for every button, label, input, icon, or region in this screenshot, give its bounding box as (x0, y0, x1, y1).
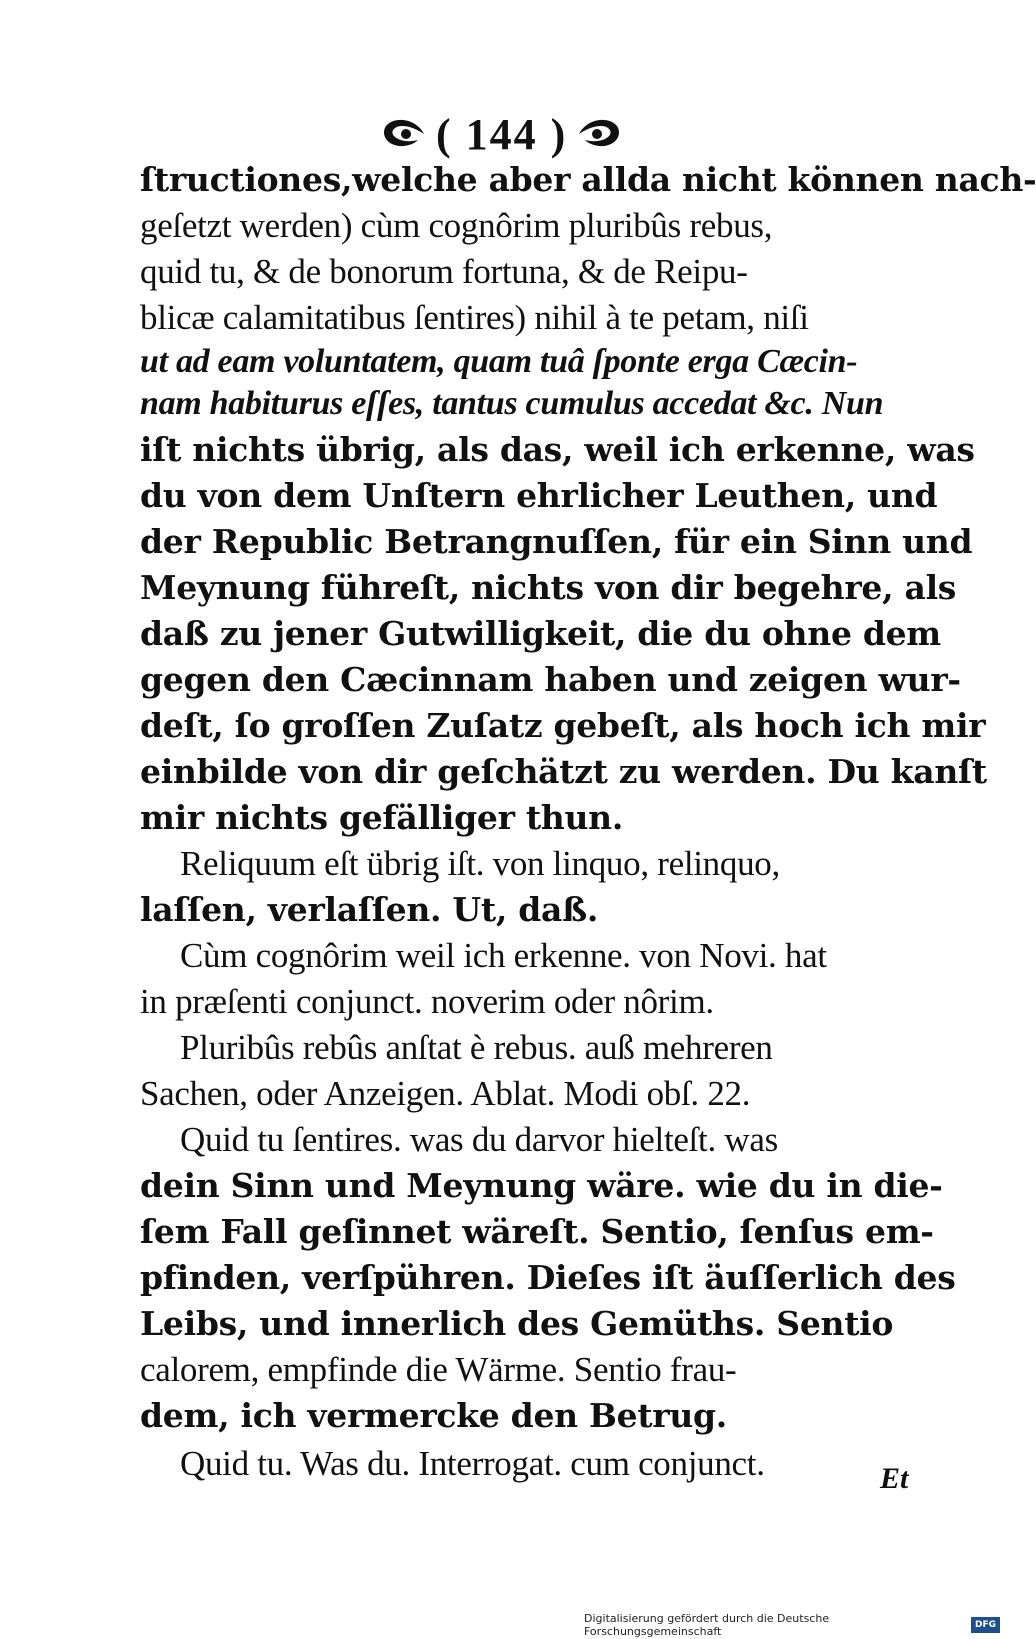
gloss-line: ſem Fall geſinnet wäreſt. Sentio, ſenſus em- (140, 1212, 934, 1251)
gloss-line: in præſenti conjunct. noverim oder nôrim. (140, 982, 714, 1021)
page-header (380, 108, 623, 160)
text-line: du von dem Unſtern ehrlicher Leuthen, und (140, 476, 938, 515)
gloss-line: pfinden, verſpühren. Dieſes iſt äuſſerlich des (140, 1258, 956, 1297)
gloss-line: Pluribûs rebûs anſtat è rebus. auß mehreren (180, 1028, 773, 1067)
text-line: nam habiturus eſſes, tantus cumulus accedat &c. Nun (140, 385, 884, 422)
text-line: Meynung führeſt, nichts von dir begehre, als (140, 568, 957, 607)
gloss-line: Quid tu. Was du. Interrogat. cum conjunct. (180, 1444, 765, 1483)
text-line: daß zu jener Gutwilligkeit, die du ohne dem (140, 614, 941, 653)
text-line: gegen den Cæcinnam haben und zeigen wur- (140, 660, 961, 699)
text-line: quid tu, & de bonorum fortuna, & de Reipu- (140, 252, 748, 291)
text-line: der Republic Betrangnuſſen, für ein Sinn und (140, 522, 973, 561)
gloss-line: Leibs, und innerlich des Gemüths. Sentio (140, 1304, 894, 1343)
text-line: blicæ calamitatibus ſentires) nihil à te petam, niſi (140, 298, 809, 337)
page-number: ( 144 ) (436, 109, 568, 159)
text-line: deſt, ſo groſſen Zuſatz gebeſt, als hoch ich mir (140, 706, 986, 745)
gloss-line: calorem, empfinde die Wärme. Sentio frau- (140, 1350, 737, 1389)
gloss-line: laſſen, verlaſſen. Ut, daß. (140, 890, 599, 929)
gloss-line: dein Sinn und Meynung wäre. wie du in die- (140, 1166, 943, 1205)
catchword: Et (880, 1462, 909, 1495)
text-line: ſtructiones,welche aber allda nicht können nach- (140, 160, 1036, 199)
gloss-line: dem, ich vermercke den Betrug. (140, 1396, 727, 1435)
gloss-line: Sachen, oder Anzeigen. Ablat. Modi obſ. 22. (140, 1074, 751, 1113)
dfg-logo: DFG (971, 1617, 1000, 1633)
fleuron-right-icon (577, 114, 623, 154)
footer-credit: Digitalisierung gefördert durch die Deutsche Forschungsgemeinschaft (584, 1612, 830, 1638)
gloss-line: Cùm cognôrim weil ich erkenne. von Novi. hat (180, 936, 827, 975)
text-line: einbilde von dir geſchätzt zu werden. Du kanſt (140, 752, 987, 791)
gloss-line: Reliquum eſt übrig iſt. von linquo, relinquo, (180, 844, 780, 883)
digitization-footer (584, 1612, 1000, 1638)
text-line: ut ad eam voluntatem, quam tuâ ſponte erga Cæcin- (140, 343, 858, 380)
fleuron-left-icon (380, 114, 426, 154)
text-line: iſt nichts übrig, als das, weil ich erkenne, was (140, 430, 975, 469)
gloss-line: Quid tu ſentires. was du darvor hielteſt. was (180, 1120, 778, 1159)
text-line: mir nichts gefälliger thun. (140, 798, 624, 837)
text-line: geſetzt werden) cùm cognôrim pluribûs rebus, (140, 206, 773, 245)
